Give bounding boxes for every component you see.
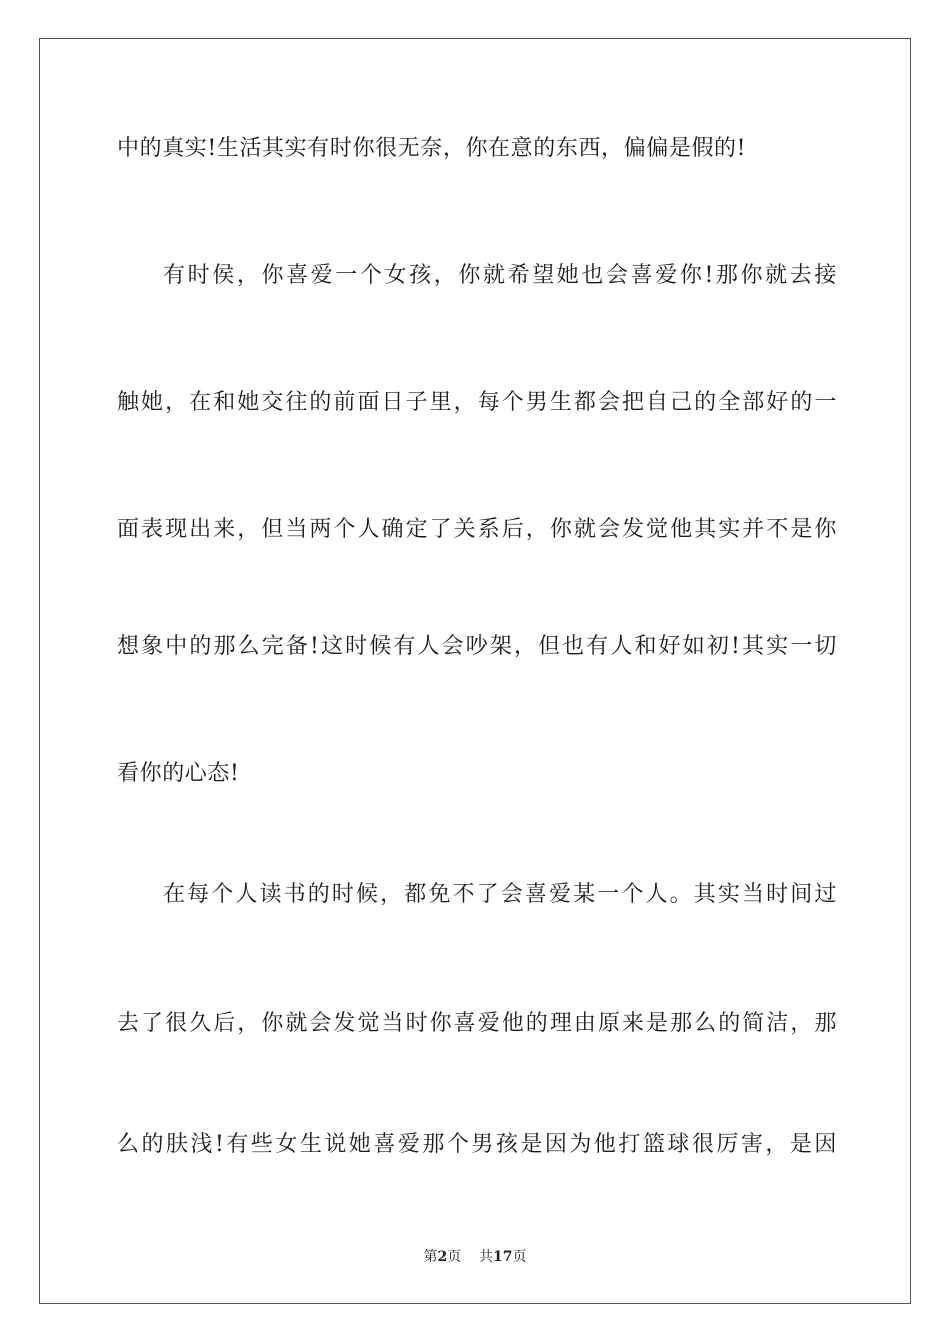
text-line-4: 面表现出来，但当两个人确定了关系后，你就会发觉他其实并不是你	[117, 517, 837, 542]
text-line-8: 去了很久后，你就会发觉当时你喜爱他的理由原来是那么的简洁，那	[117, 1011, 837, 1036]
text-line-3: 触她，在和她交往的前面日子里，每个男生都会把自己的全部好的一	[117, 390, 837, 415]
text-line-2: 有时侯，你喜爱一个女孩，你就希望她也会喜爱你!那你就去接	[163, 263, 837, 288]
page-border	[39, 38, 911, 1304]
text-line-6: 看你的心态!	[117, 761, 240, 786]
page-footer	[0, 1247, 950, 1267]
page-label: 第2页	[423, 1249, 462, 1265]
text-line-1: 中的真实!生活其实有时你很无奈，你在意的东西，偏偏是假的!	[117, 136, 747, 161]
text-line-5: 想象中的那么完备!这时候有人会吵架，但也有人和好如初!其实一切	[117, 634, 837, 659]
text-line-9: 么的肤浅!有些女生说她喜爱那个男孩是因为他打篮球很厉害，是因	[117, 1132, 837, 1157]
total-pages-label: 共17页	[479, 1249, 527, 1265]
text-line-7: 在每个人读书的时候，都免不了会喜爱某一个人。其实当时间过	[163, 882, 837, 907]
